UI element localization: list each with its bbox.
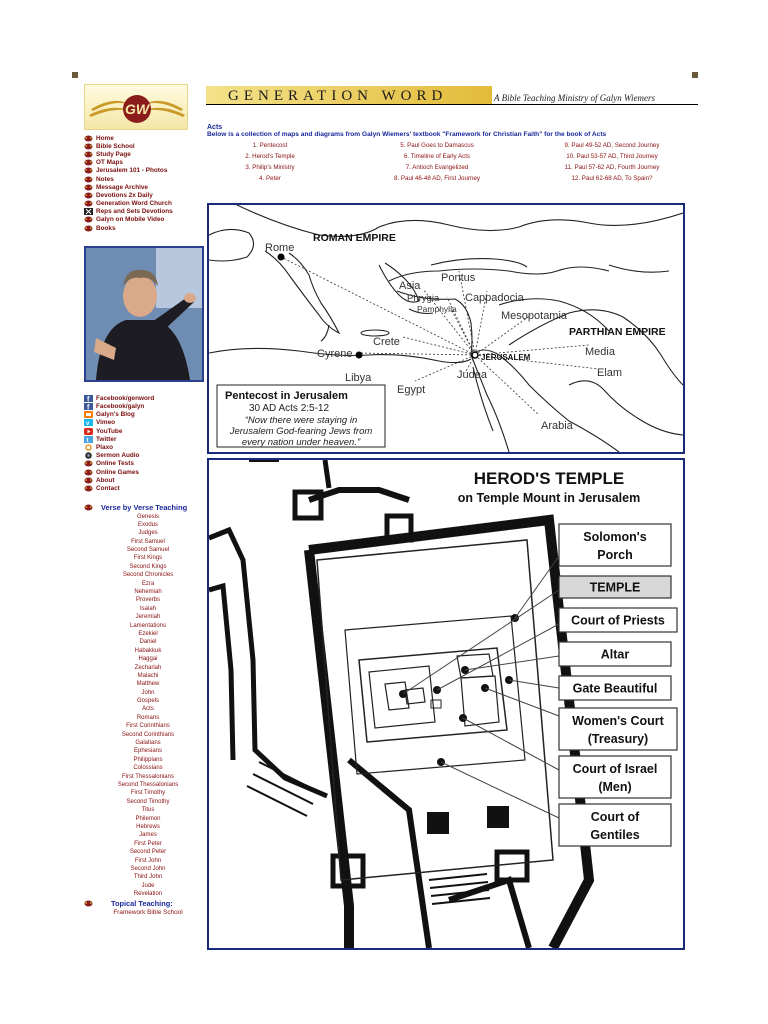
acts-map-link[interactable]: 5. Paul Goes to Damascus [400,142,474,149]
book-link-first-thessalonians[interactable]: First Thessalonians [122,773,174,780]
map-label-cappadocia: Cappadocia [465,292,524,304]
nav-item-generation-word-church[interactable] [84,200,206,208]
map-label-cyrene: Cyrene [317,348,353,360]
social-link-label: Online Tests [96,460,134,468]
gw-logo-icon [84,151,93,158]
nav-item-label: Galyn on Mobile Video [96,216,165,224]
maps-link-table [207,140,685,184]
book-link-second-john[interactable]: Second John [130,865,166,872]
temple-label-text: Women's Court [572,714,664,728]
gw-logo-icon [84,176,93,183]
acts-map-link[interactable]: 7. Antioch Evangelized [405,164,469,171]
svg-text:v: v [86,421,90,427]
gw-logo-icon [84,192,93,199]
youtube-icon [84,428,93,435]
book-link-second-samuel[interactable]: Second Samuel [126,547,170,554]
gw-logo-icon [84,225,93,232]
gw-logo-icon [84,477,93,484]
blogger-icon [84,411,93,418]
social-link-facebook-genword[interactable] [84,394,206,402]
main-content [207,124,685,184]
acts-map-link[interactable]: 8. Paul 46-48 AD, First Journey [394,175,480,182]
nav-item-label: Home [96,134,114,142]
book-link-first-samuel[interactable]: First Samuel [131,538,165,545]
page-title: Acts [207,124,223,131]
social-link-plaxo[interactable] [84,443,206,451]
social-link-galyn-s-blog[interactable] [84,411,206,419]
book-link-romans[interactable]: Romans [136,714,160,721]
social-link-facebook-galyn[interactable] [84,402,206,410]
book-link-titus[interactable]: Titus [141,807,155,814]
gw-logo-icon [84,143,93,150]
book-link-isaiah[interactable]: Isaiah [139,605,156,612]
book-link-nehemiah[interactable]: Nehemiah [134,589,162,596]
temple-label-altar [559,642,671,666]
temple-label-text: Court of Priests [571,613,665,628]
map-label-pontus: Pontus [441,272,476,284]
book-link-malachi[interactable]: Malachi [137,672,159,679]
book-link-john[interactable]: John [141,689,155,696]
nav-item-label: Message Archive [96,183,148,191]
map-label-asia: Asia [399,280,421,292]
pentecost-map [207,203,685,454]
gw-logo-icon [84,159,93,166]
temple-subtitle: on Temple Mount in Jerusalem [457,491,641,505]
social-link-about[interactable] [84,476,206,484]
social-link-label: YouTube [96,427,123,435]
site-tagline: A Bible Teaching Ministry of Galyn Wiemers [494,93,655,103]
temple-label-text: TEMPLE [589,580,641,595]
temple-label-text: Court of Israel [572,762,658,776]
book-link-genesis[interactable]: Genesis [136,513,159,520]
social-links [84,394,206,492]
map-label-libya: Libya [345,372,372,384]
social-link-youtube[interactable] [84,427,206,435]
reps-sets-icon [84,208,93,215]
book-link-james[interactable]: James [139,832,157,839]
map-label-elam: Elam [597,367,623,379]
acts-map-link[interactable]: 3. Philip's Ministry [245,164,295,171]
social-link-label: Plaxo [96,443,114,451]
nav-item-label: Reps and Sets Devotions [96,208,173,216]
book-link-colossians[interactable]: Colossians [133,765,163,772]
site-title: GENERATION WORD [228,88,448,104]
book-link-first-peter[interactable]: First Peter [134,840,162,847]
book-link-matthew[interactable]: Matthew [136,681,160,688]
social-link-online-tests[interactable] [84,460,206,468]
social-link-label: Contact [96,484,120,492]
temple-label-gate-beautiful [559,676,671,700]
book-link-first-kings[interactable]: First Kings [133,555,163,562]
book-link-hebrews[interactable]: Hebrews [136,823,160,830]
nav-item-home[interactable] [84,134,206,142]
map-caption-ref: 30 AD Acts 2:5-12 [249,403,330,414]
book-link-second-thessalonians[interactable]: Second Thessalonians [117,782,179,788]
book-link-second-corinthians[interactable]: Second Corinthians [121,731,175,738]
map-label-arabia: Arabia [541,420,573,432]
map-label-egypt: Egypt [397,384,426,396]
topical-heading-text: Topical Teaching: [111,899,173,909]
map-caption-quote-2: Jerusalem God-fearing Jews from [229,426,373,437]
nav-item-notes[interactable] [84,175,206,183]
intro-text: Below is a collection of maps and diagrams from Galyn Wiemers' textbook "Framework for Christian Faith" for the book of Acts [207,131,607,138]
social-link-label: Online Games [96,468,139,476]
header-divider [206,104,698,105]
acts-map-link[interactable]: 12. Paul 62-68 AD, To Spain? [571,175,653,182]
rome-marker [278,254,285,261]
social-link-label: Galyn's Blog [96,411,135,419]
book-link-acts[interactable]: Acts [142,706,154,713]
book-link-daniel[interactable]: Daniel [139,639,157,646]
map-caption-quote-1: “Now there were staying in [244,415,358,426]
nav-item-galyn-on-mobile-video[interactable] [84,216,206,224]
nav-item-label: Jerusalem 101 - Photos [96,167,168,175]
nav-item-study-page[interactable] [84,150,206,158]
bible-books-list [100,513,196,899]
gw-logo-icon [84,460,93,467]
nav-item-books[interactable] [84,224,206,232]
book-link-philippians[interactable]: Philippians [133,756,163,763]
social-link-label: Facebook/genword [96,394,155,402]
book-link-jude[interactable]: Jude [141,882,155,889]
gw-logo-icon [84,216,93,223]
gw-logo-icon [84,184,93,191]
temple-label-text: Solomon's [583,530,647,544]
nav-item-label: Notes [96,175,114,183]
logo-text: GW [124,101,150,117]
page-frame [70,72,698,962]
map-caption-quote-3: every nation under heaven.” [241,437,361,448]
vimeo-icon [84,419,93,426]
social-link-label: Sermon Audio [96,452,140,460]
book-link-ephesians[interactable]: Ephesians [133,748,163,755]
twitter-icon [84,436,93,443]
gw-logo-icon [84,504,93,511]
sermon-audio-icon [84,452,93,459]
book-link-first-john[interactable]: First John [134,857,162,864]
book-link-second-timothy[interactable]: Second Timothy [126,798,170,805]
verse-heading-text: Verse by Verse Teaching [101,502,188,512]
nav-item-label: Study Page [96,150,131,158]
nav-item-jerusalem-101-photos[interactable] [84,167,206,175]
link-column-2 [362,140,512,184]
book-link-judges[interactable]: Judges [138,530,158,537]
book-link-habakkuk[interactable]: Habakkuk [134,647,162,654]
map-label-mesopotamia: Mesopotamia [501,310,568,322]
book-link-jeremiah[interactable]: Jeremiah [135,614,161,621]
map-label-jerusalem: JERUSALEM [481,353,531,362]
nav-item-label: OT Maps [96,159,123,167]
temple-label-court-of-israel [559,756,671,798]
gw-logo-icon [84,167,93,174]
temple-label-court-of-priests [559,608,677,632]
gw-logo-icon [84,469,93,476]
book-link-second-peter[interactable]: Second Peter [129,849,167,856]
verse-by-verse-heading [84,503,206,512]
main-nav [84,134,206,232]
book-link-philemon[interactable]: Philemon [135,815,161,822]
topical-teaching-heading [84,899,206,908]
book-link-second-chronicles[interactable]: Second Chronicles [122,572,174,579]
book-link-proverbs[interactable]: Proverbs [135,597,160,604]
temple-label-text: (Treasury) [587,732,649,746]
book-link-ezekiel[interactable]: Ezekiel [138,630,158,637]
svg-text:f: f [87,404,90,411]
social-link-online-games[interactable] [84,468,206,476]
nav-item-bible-school[interactable] [84,142,206,150]
nav-item-ot-maps[interactable] [84,159,206,167]
site-header [206,86,698,106]
book-link-ezra[interactable]: Ezra [141,580,155,587]
gw-logo-icon [84,135,93,142]
gw-logo-icon [84,200,93,207]
link-column-3 [537,140,687,184]
map-label-parthian-empire: PARTHIAN EMPIRE [569,326,666,338]
plaxo-icon [84,444,93,451]
acts-map-link[interactable]: 1. Pentecost [252,142,288,149]
social-link-sermon-audio[interactable] [84,452,206,460]
temple-label-text: Court of [590,810,640,824]
nav-item-label: Generation Word Church [96,200,172,208]
generation-word-logo[interactable] [84,84,188,130]
nav-item-label: Devotions 2x Daily [96,191,153,199]
temple-label-solomon-s [559,524,671,566]
svg-text:f: f [87,396,90,402]
social-link-label: Vimeo [96,419,116,427]
acts-map-link[interactable]: 2. Herod's Temple [245,153,295,160]
book-link-first-corinthians[interactable]: First Corinthians [126,723,170,730]
nav-item-devotions-2x-daily[interactable] [84,191,206,199]
svg-text:t: t [86,437,89,443]
temple-label-text: Porch [597,548,633,562]
link-column-1 [195,140,345,184]
gw-logo-icon [84,900,93,907]
book-link-third-john[interactable]: Third John [133,874,163,881]
map-label-judea: Judea [457,369,487,381]
book-link-lamentations[interactable]: Lamentations [129,622,167,629]
temple-label-text: Gentiles [590,828,640,842]
book-link-gospels[interactable]: Gospels [136,698,159,705]
facebook-icon [84,403,93,410]
book-link-exodus[interactable]: Exodus [137,521,158,528]
galyn-wiemers-photo [84,246,204,382]
book-link-first-timothy[interactable]: First Timothy [130,790,166,797]
social-link-label: About [96,476,115,484]
temple-label-text: (Men) [598,780,632,794]
book-link-revelation[interactable]: Revelation [133,891,163,898]
book-link-second-kings[interactable]: Second Kings [129,563,167,570]
nav-item-label: Bible School [96,142,135,150]
temple-label-text: Altar [600,647,630,662]
gw-logo-icon [84,485,93,492]
map-caption-title: Pentecost in Jerusalem [225,390,348,402]
nav-item-reps-and-sets-devotions[interactable] [84,208,206,216]
site-title-bar[interactable] [206,86,492,104]
sidebar [84,84,206,917]
court-gate-block [487,806,509,828]
framework-bible-school-link[interactable]: Framework Bible School [113,909,183,917]
social-link-contact[interactable] [84,484,206,492]
social-link-vimeo[interactable] [84,419,206,427]
book-link-zechariah[interactable]: Zechariah [134,664,162,671]
map-label-phrygia: Phrygia [407,293,440,304]
map-label-rome: Rome [265,242,295,254]
book-link-haggai[interactable]: Haggai [138,656,158,663]
temple-label-text: Gate Beautiful [572,681,658,696]
court-gate-block [427,812,449,834]
nav-item-label: Books [96,224,116,232]
social-link-twitter[interactable] [84,435,206,443]
acts-map-link[interactable]: 6. Timeline of Early Acts [403,153,471,160]
acts-map-link[interactable]: 10. Paul 53-57 AD, Third Journey [566,153,658,160]
temple-label-women-s-court [559,708,677,750]
jerusalem-marker [472,352,478,358]
map-label-roman-empire: ROMAN EMPIRE [313,232,396,244]
cyrene-marker [356,352,363,359]
nav-item-message-archive[interactable] [84,183,206,191]
temple-label-court-of [559,804,671,846]
book-link-galatians[interactable]: Galatians [135,740,161,747]
acts-map-link[interactable]: 11. Paul 57-62 AD, Fourth Journey [564,164,660,171]
temple-title: HEROD'S TEMPLE [473,469,625,488]
herods-temple-diagram [207,458,685,950]
social-link-label: Twitter [96,435,117,443]
acts-map-link[interactable]: 4. Peter [259,175,281,182]
map-label-pamphylia: Pamphylia [417,304,457,314]
map-label-crete: Crete [373,336,400,348]
acts-map-link[interactable]: 9. Paul 49-52 AD, Second Journey [564,142,660,149]
map-label-media: Media [585,346,615,358]
social-link-label: Facebook/galyn [96,403,145,411]
temple-label-temple [559,576,671,598]
facebook-icon [84,395,93,402]
